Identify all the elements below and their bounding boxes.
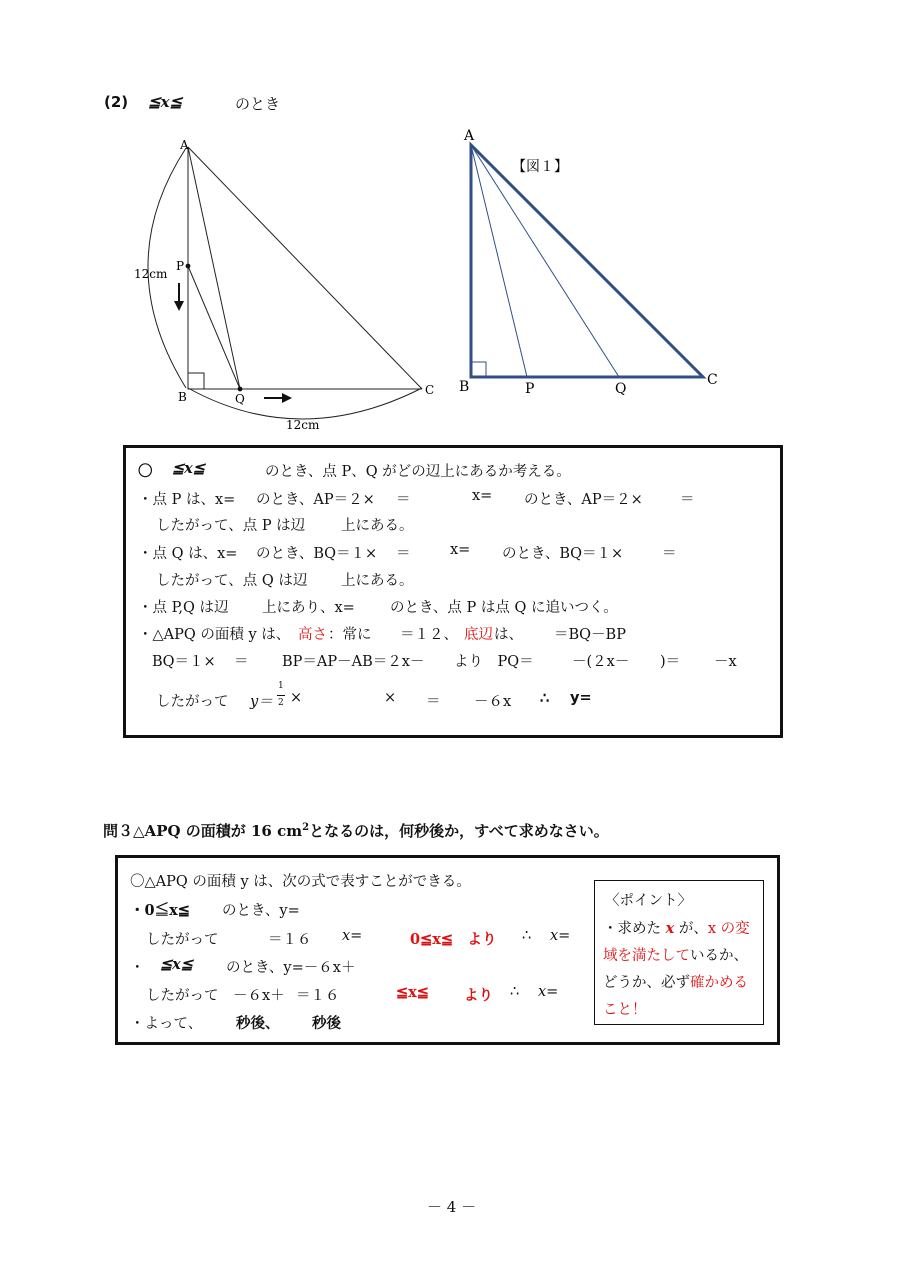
section-suffix: のとき <box>235 95 281 113</box>
segment-aq <box>471 145 619 377</box>
box1-l2-e: のとき、AP＝２× <box>524 492 643 508</box>
explanation-box <box>123 445 783 738</box>
box1-l2-f: ＝ <box>680 492 695 508</box>
box2-l5-a: したがって －６x＋ <box>146 988 285 1004</box>
box2-l5-c: x= <box>538 984 559 1000</box>
box2-l5-b: ＝１６ <box>296 988 340 1004</box>
box1-l8-d: より PQ＝ <box>454 654 534 670</box>
box1-l7-d: は、 <box>494 627 523 643</box>
triangle-abc <box>471 145 703 377</box>
box2-l3-b: ＝１６ <box>268 932 312 948</box>
point-line2 <box>603 944 748 965</box>
box1-l7-base: 底辺 <box>464 627 493 643</box>
question-3-label: 問３ <box>103 822 134 840</box>
box1-l9-fraction-bar <box>277 695 285 696</box>
box1-l8-f: )＝ <box>660 654 681 670</box>
box1-l4-e: のとき、BQ＝１× <box>502 546 624 562</box>
box2-l6-c: 秒後 <box>312 1015 341 1032</box>
question-3-text: △APQ の面積が 16 cm <box>133 822 303 840</box>
box1-l9-c: y= <box>570 690 592 706</box>
box1-l7-e: ＝BQ－BP <box>554 627 626 643</box>
label-b: B <box>178 390 187 404</box>
figure-right <box>455 125 735 405</box>
label-c: C <box>425 383 435 397</box>
point-p1-x: x <box>665 920 675 937</box>
right-angle-mark <box>188 373 204 389</box>
box1-mark: 〇 <box>138 463 153 480</box>
question-3 <box>103 820 609 841</box>
point-p3-red: 確かめる <box>690 975 748 991</box>
point-p2-red: 域を満たして <box>603 948 690 964</box>
box1-l6-c: のとき、点 P は点 Q に追いつく。 <box>390 600 618 616</box>
question-3-text2: となるのは，何秒後か，すべて求めなさい。 <box>309 822 609 840</box>
box1-l9-therefore: ∴ <box>540 690 550 707</box>
label-a: A <box>464 128 475 144</box>
box2-l4-a: ・ <box>130 960 145 976</box>
label-q: Q <box>615 381 627 397</box>
label-p: P <box>525 381 535 397</box>
box2-l4-b: ≦x≦ <box>160 956 193 973</box>
point-p1-red: x の変 <box>707 921 750 937</box>
label-p: P <box>176 259 185 273</box>
box1-l9-b: －６x <box>474 694 512 710</box>
box1-l6-a: ・点 P,Q は辺 <box>138 600 229 616</box>
label-side-ab: 12cm <box>134 267 168 281</box>
box1-l7-height: 高さ <box>298 627 327 643</box>
box1-l4-d: x= <box>450 542 471 558</box>
box1-l9-eq: ＝ <box>426 694 441 710</box>
box2-l3-range: 0≦x≦ より <box>410 931 497 948</box>
arc-bc <box>188 388 422 419</box>
box2-l1: 〇△APQ の面積 y は、次の式で表すことができる。 <box>130 874 471 890</box>
box1-l8-c: BP＝AP－AB＝２x－ <box>282 654 425 670</box>
point-p1-b: が、 <box>674 921 708 937</box>
box1-l9-fraction-num: 1 <box>278 681 284 691</box>
box2-l6-a: ・よって、 <box>130 1016 203 1032</box>
box1-range: ≦x≦ <box>172 460 205 477</box>
section-number: (2) <box>104 93 129 111</box>
label-c: C <box>707 372 718 388</box>
box1-l1-text: のとき、点 P、Q がどの辺上にあるか考える。 <box>265 464 571 480</box>
section-range: ≦x≦ <box>148 93 183 111</box>
right-angle-mark <box>471 362 486 377</box>
box1-l2-d: x= <box>472 488 493 504</box>
box1-l3: したがって、点 P は辺 <box>156 518 306 534</box>
box1-l2-a: ・点 P は、x= <box>138 492 236 508</box>
box2-l5-yori: より <box>464 987 493 1004</box>
point-line3 <box>603 971 748 992</box>
box1-l8-b: ＝ <box>234 654 249 670</box>
box1-l6-b: 上にあり、x= <box>262 600 355 616</box>
segment-ap <box>471 145 527 377</box>
point-p <box>186 264 191 269</box>
box2-l3-c: x= <box>342 928 363 944</box>
box2-l2-a: ・0≦x≦ <box>130 902 190 919</box>
box1-l8-g: －x <box>714 654 737 670</box>
box1-l8-a: BQ＝１× <box>152 654 216 670</box>
answer-box <box>115 855 780 1045</box>
box1-l8-e: －(２x－ <box>572 654 630 670</box>
arrow-right-icon <box>264 393 292 403</box>
question-3-sup: 2 <box>302 822 310 833</box>
box1-l7-b: ：常に <box>328 627 372 643</box>
point-box <box>594 880 764 1025</box>
point-p1-a: ・求めた <box>603 921 666 937</box>
point-p3-a: どうか、必ず <box>603 975 690 991</box>
box1-l7-c: ＝１２、 <box>400 627 458 643</box>
box1-l9-a: したがって <box>156 694 229 710</box>
box1-l7-a: ・△APQ の面積 y は、 <box>138 627 291 643</box>
segment-aq <box>188 147 240 389</box>
figure-caption: 【図１】 <box>512 159 568 175</box>
page-number: － 4 － <box>427 1198 477 1216</box>
box1-l4-f: ＝ <box>662 546 677 562</box>
box1-l9-times1: × <box>290 690 303 706</box>
box1-l2-c: ＝ <box>396 492 411 508</box>
box1-l4-a: ・点 Q は、x= <box>138 546 238 562</box>
box1-l9-fraction-den: 2 <box>278 698 284 708</box>
box2-l3-a: したがって <box>146 932 219 948</box>
segment-pq <box>188 266 240 389</box>
box1-l3-b: 上にある。 <box>341 518 414 534</box>
box2-l2-b: のとき、y= <box>222 903 300 919</box>
point-line4 <box>603 998 647 1019</box>
box2-l4-c: のとき、y=－６x＋ <box>226 960 356 976</box>
label-b: B <box>459 379 470 395</box>
box1-l9-times2: × <box>384 690 397 706</box>
box2-l5-range: ≦x≦ <box>396 984 429 1001</box>
box2-l5-therefore: ∴ <box>510 984 520 1000</box>
arrow-down-icon <box>174 283 184 311</box>
box1-l5: したがって、点 Q は辺 <box>156 573 308 589</box>
box2-l3-d: x= <box>550 928 571 944</box>
box1-l5-b: 上にある。 <box>341 573 414 589</box>
point-line1 <box>603 917 750 938</box>
label-side-bc: 12cm <box>286 418 320 432</box>
label-q: Q <box>235 392 245 406</box>
label-a: A <box>180 138 189 152</box>
box1-l9-y: y＝ <box>250 694 273 710</box>
box2-l3-therefore: ∴ <box>522 928 532 944</box>
box2-l6-b: 秒後、 <box>236 1015 280 1032</box>
point-q <box>238 387 243 392</box>
side-ac <box>188 147 422 389</box>
box1-l4-b: のとき、BQ＝１× <box>256 546 378 562</box>
box1-l4-c: ＝ <box>396 546 411 562</box>
box1-l2-b: のとき、AP＝２× <box>256 492 375 508</box>
point-p4-red: こと！ <box>603 1002 647 1018</box>
figure-left <box>120 135 440 435</box>
point-p2-b: いるか、 <box>690 948 748 964</box>
point-title: 〈ポイント〉 <box>605 893 692 909</box>
